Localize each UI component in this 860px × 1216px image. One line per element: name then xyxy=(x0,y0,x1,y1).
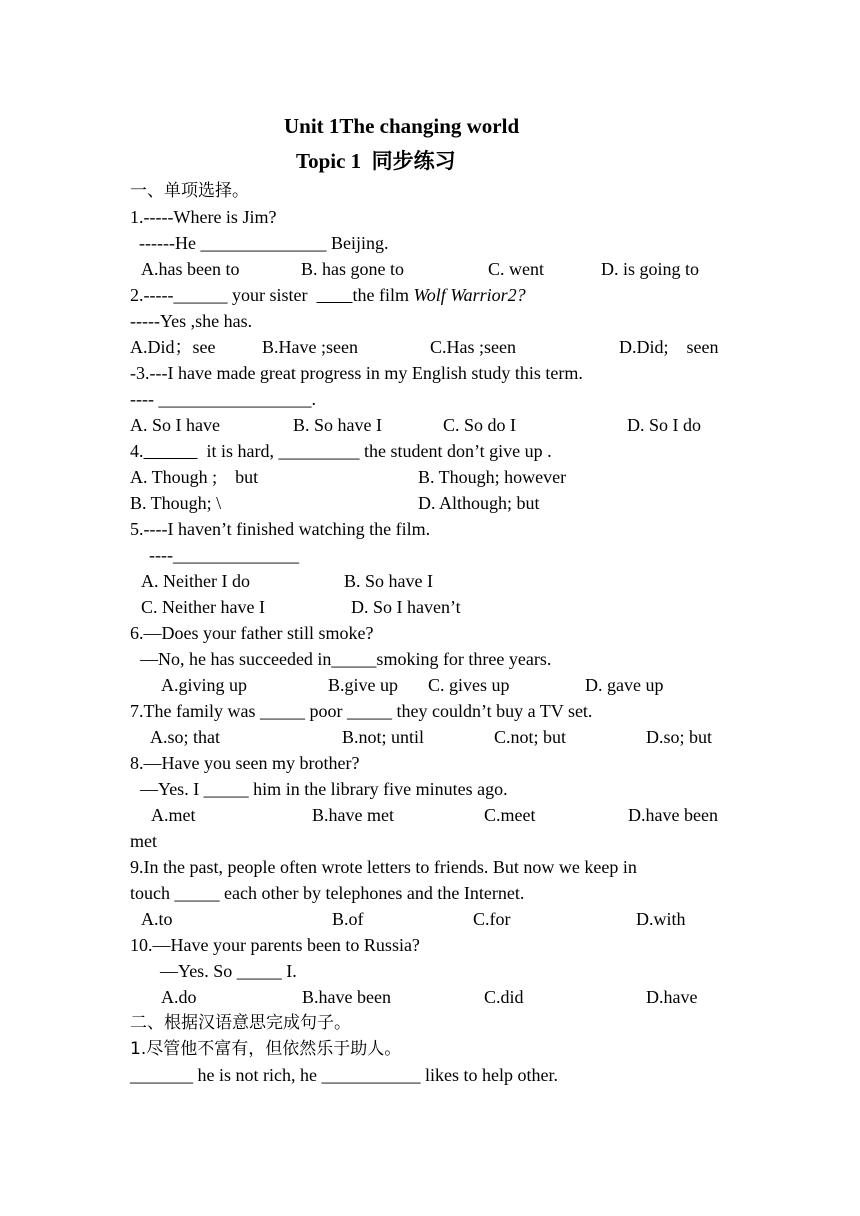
question-9-option-a: A.to xyxy=(141,909,173,929)
question-3-line2: ---- _________________. xyxy=(130,389,316,409)
subtitle-chinese: 同步练习 xyxy=(371,149,456,173)
question-7-option-d: D.so; but xyxy=(646,727,713,747)
question-3-option-b: B. So have I xyxy=(293,415,382,435)
question-1-stem: 1.-----Where is Jim? xyxy=(130,207,277,227)
question-7-option-c: C.not; but xyxy=(494,727,567,747)
question-4-option-b: B. Though; however xyxy=(418,467,567,487)
question-2-stem-end: the film xyxy=(352,285,414,305)
question-9-stem: 9.In the past, people often wrote letters to friends. But now we keep in xyxy=(130,857,637,877)
question-6-stem: 6.—Does your father still smoke? xyxy=(130,623,374,643)
question-5-option-b: B. So have I xyxy=(344,571,433,591)
question-4-stem xyxy=(130,440,552,462)
question-1-option-d: D. is going to xyxy=(601,259,700,279)
question-8-option-d: D.have been xyxy=(628,805,718,825)
question-7-option-a: A.so; that xyxy=(150,727,220,747)
question-3-option-a: A. So I have xyxy=(130,415,220,435)
section-heading-multiple-choice: 一、单项选择。 xyxy=(130,181,249,201)
question-4-stem-text: it is hard, _________ the student don’t give up . xyxy=(197,441,552,461)
page-title: Unit 1The changing world xyxy=(284,114,520,138)
question-7-stem: 7.The family was _____ poor _____ they couldn’t buy a TV set. xyxy=(130,701,593,721)
question-4-blank xyxy=(144,441,198,461)
question-2-option-d: D.Did; seen xyxy=(619,337,719,357)
question-8-option-a: A.met xyxy=(151,805,196,825)
question-6-option-c: C. gives up xyxy=(428,675,510,695)
question-10-option-b: B.have been xyxy=(302,987,391,1007)
question-10-line2: —Yes. So _____ I. xyxy=(160,961,297,981)
question-1-option-a: A.has been to xyxy=(141,259,240,279)
question-5-option-a: A. Neither I do xyxy=(141,571,250,591)
section-heading-translation: 二、根据汉语意思完成句子。 xyxy=(130,1013,351,1033)
question-6-option-d: D. gave up xyxy=(585,675,664,695)
question-3-option-c: C. So do I xyxy=(443,415,517,435)
question-2-option-b: B.Have ;seen xyxy=(262,337,358,357)
question-4-number: 4. xyxy=(130,441,144,461)
translation-1-chinese: 1.尽管他不富有，但依然乐于助人。 xyxy=(130,1039,402,1059)
question-10-option-c: C.did xyxy=(484,987,524,1007)
question-2-stem-start: 2.-----______ your sister xyxy=(130,285,317,305)
question-5-option-d: D. So I haven’t xyxy=(351,597,461,617)
question-3-stem: -3.---I have made great progress in my English study this term. xyxy=(130,363,583,383)
question-10-option-d: D.have xyxy=(646,987,698,1007)
question-3-option-d: D. So I do xyxy=(627,415,702,435)
question-9-option-d: D.with xyxy=(636,909,686,929)
question-6-line2: —No, he has succeeded in_____smoking for three years. xyxy=(140,649,552,669)
question-6-option-b: B.give up xyxy=(328,675,398,695)
question-2-blank xyxy=(316,285,352,305)
question-5-line2: ----______________ xyxy=(149,545,299,565)
question-9-option-c: C.for xyxy=(473,909,511,929)
question-10-option-a: A.do xyxy=(161,987,197,1007)
page-subtitle xyxy=(296,148,456,174)
question-4-option-c: B. Though; \ xyxy=(130,493,222,513)
question-4-option-d: D. Although; but xyxy=(418,493,540,513)
question-1-option-b: B. has gone to xyxy=(301,259,404,279)
question-2-option-a: A.Did；see xyxy=(130,337,216,357)
question-1-line2: ------He ______________ Beijing. xyxy=(139,233,389,253)
question-8-option-b: B.have met xyxy=(312,805,394,825)
question-2-option-c: C.Has ;seen xyxy=(430,337,516,357)
question-8-option-c: C.meet xyxy=(484,805,536,825)
question-7-option-b: B.not; until xyxy=(342,727,425,747)
question-10-stem: 10.—Have your parents been to Russia? xyxy=(130,935,420,955)
question-6-option-a: A.giving up xyxy=(161,675,248,695)
question-5-option-c: C. Neither have I xyxy=(141,597,265,617)
question-5-stem: 5.----I haven’t finished watching the film. xyxy=(130,519,431,539)
question-4-option-a: A. Though ; but xyxy=(130,467,259,487)
question-8-option-d-continued: met xyxy=(130,831,157,851)
question-2-film-title: Wolf Warrior2? xyxy=(413,285,526,305)
translation-1-english: _______ he is not rich, he ___________ likes to help other. xyxy=(130,1065,558,1085)
question-2-stem xyxy=(130,284,526,306)
question-1-option-c: C. went xyxy=(488,259,544,279)
question-9-line2: touch _____ each other by telephones and the Internet. xyxy=(130,883,525,903)
question-9-option-b: B.of xyxy=(332,909,364,929)
subtitle-topic: Topic 1 xyxy=(296,149,372,173)
question-8-line2: —Yes. I _____ him in the library five minutes ago. xyxy=(140,779,508,799)
question-2-line2: -----Yes ,she has. xyxy=(130,311,253,331)
question-8-stem: 8.—Have you seen my brother? xyxy=(130,753,360,773)
